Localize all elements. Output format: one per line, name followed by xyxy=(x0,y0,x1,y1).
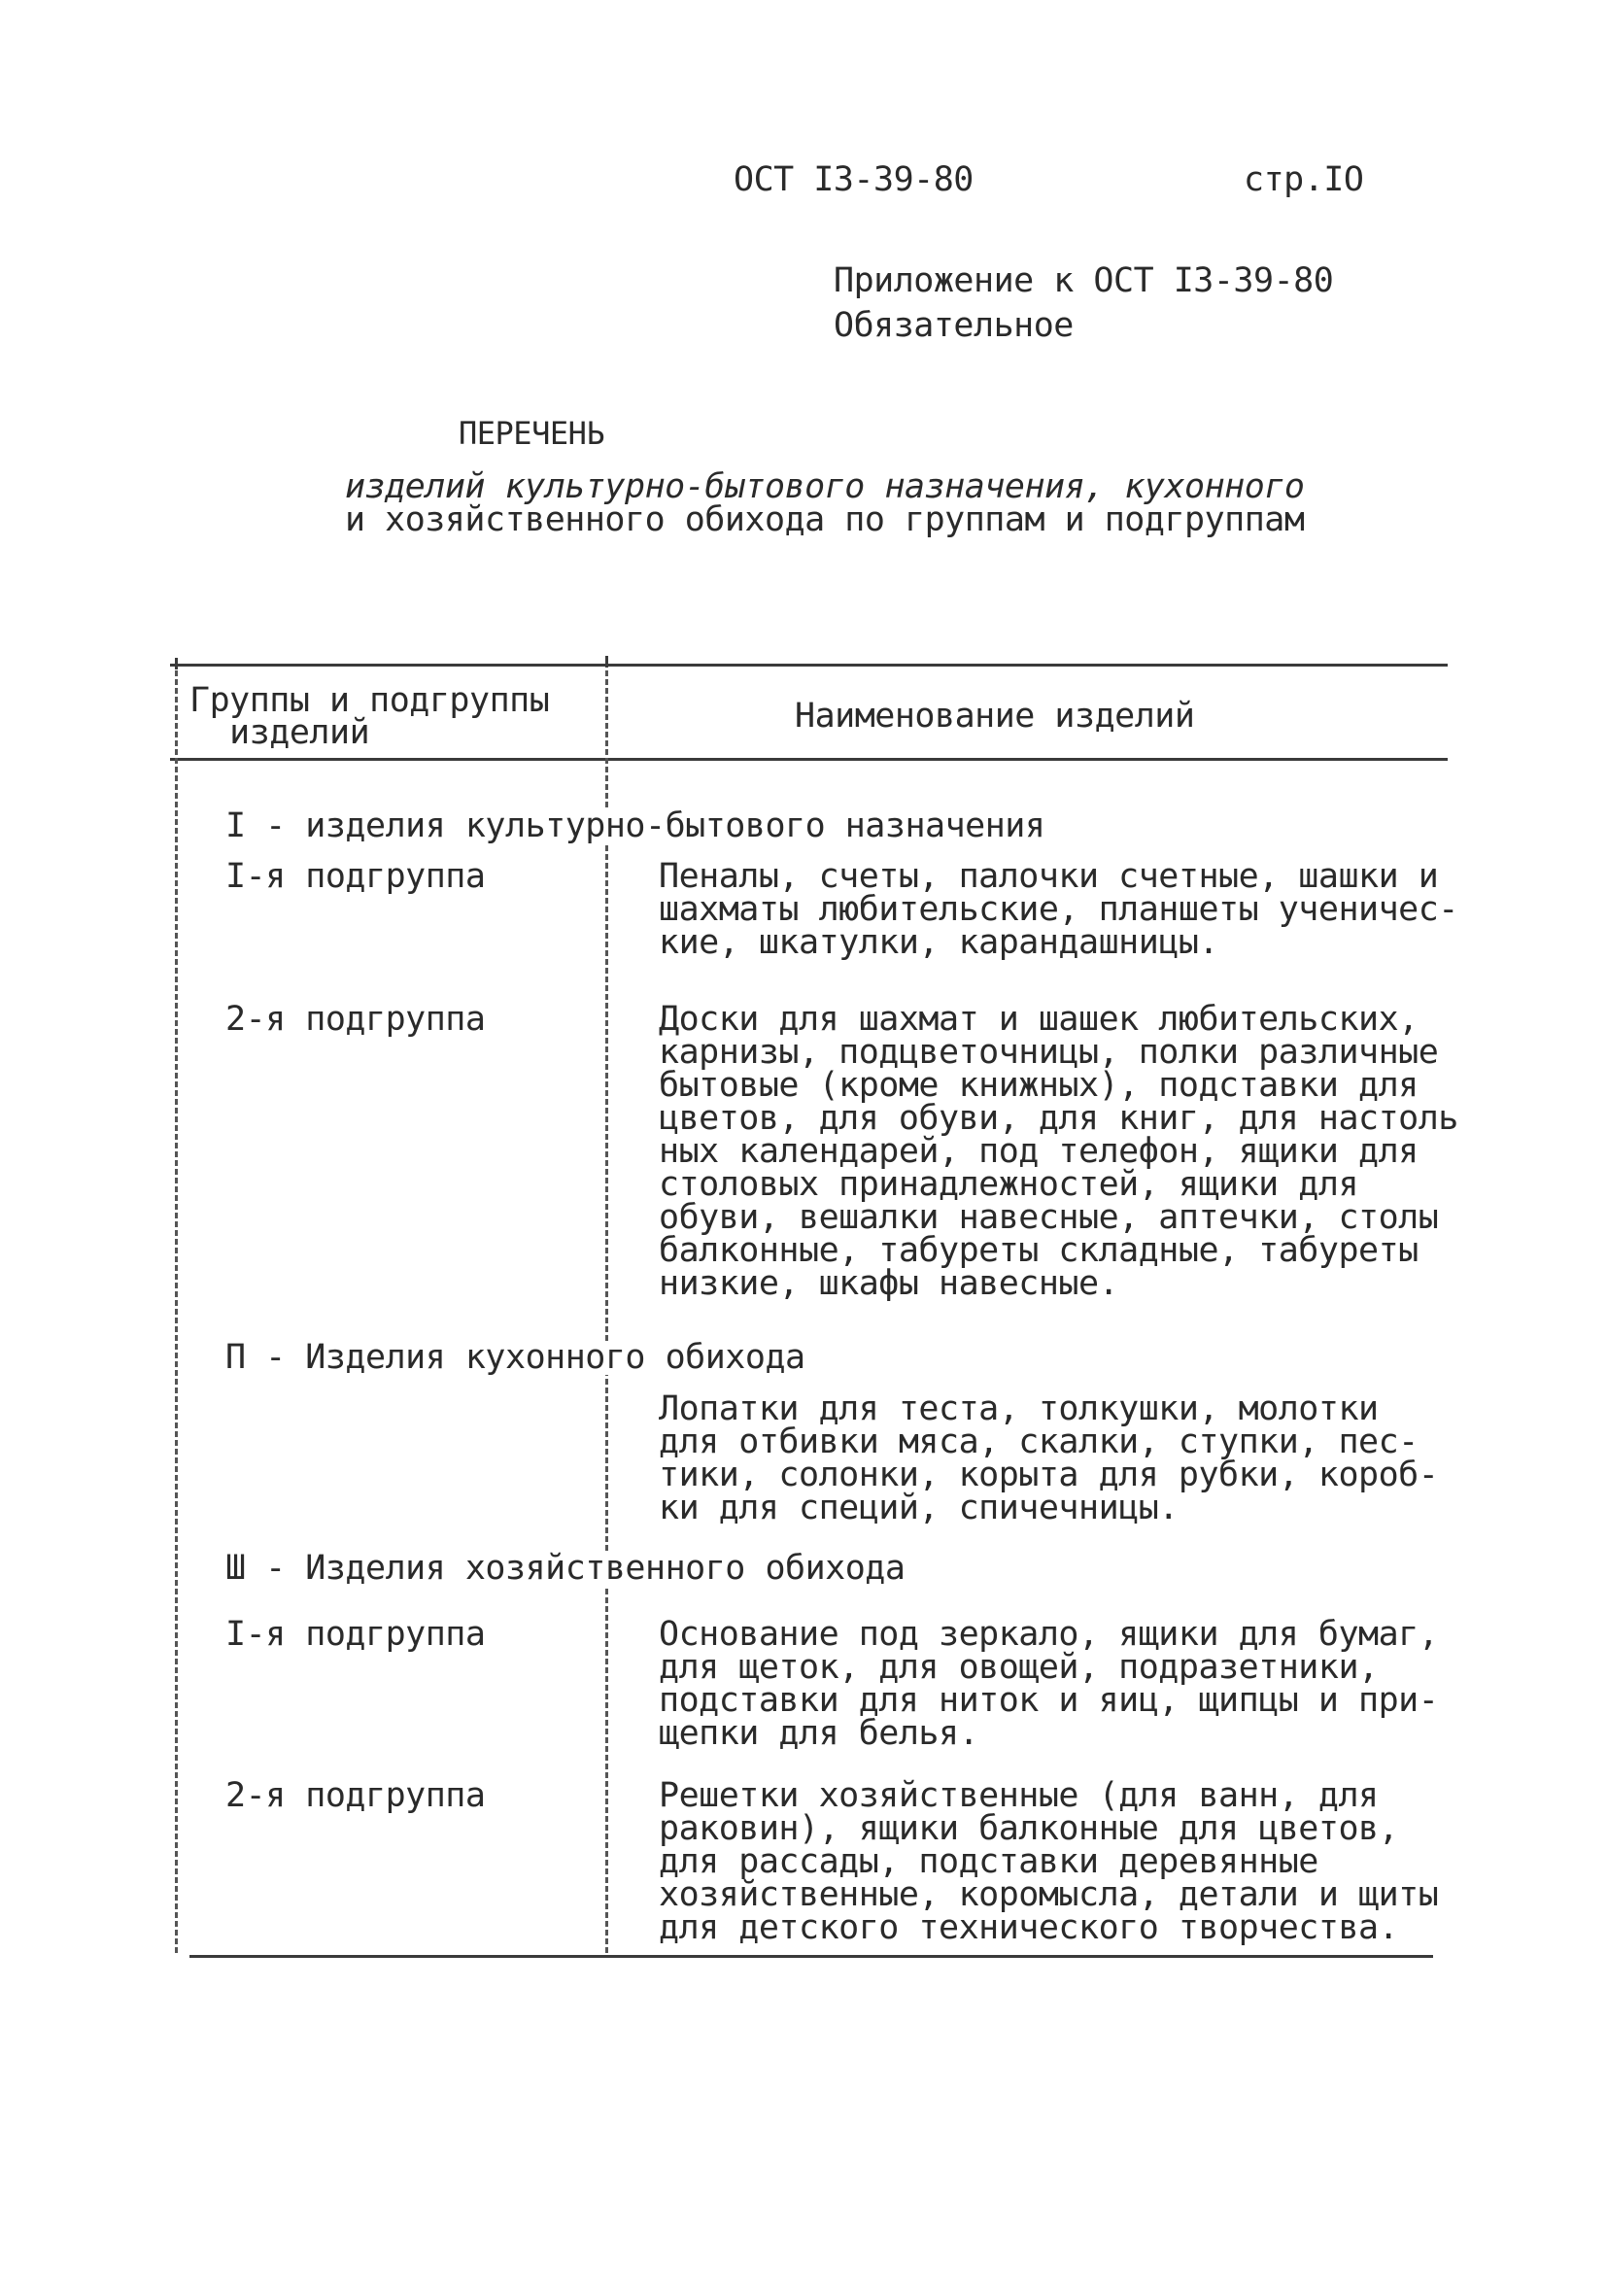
column-header-groups: Группы и подгруппы изделий xyxy=(189,681,550,752)
table-top-tick-mid xyxy=(605,656,608,668)
subgroup-label: I-я подгруппа xyxy=(225,857,486,896)
column-header-names: Наименование изделий xyxy=(795,697,1195,736)
list-title-line-2: и хозяйственного обихода по группам и подгруппам xyxy=(345,500,1305,539)
items-description: Решетки хозяйственные (для ванн, для раковин), ящики балконные для цветов, для рассады, подставки деревянные хозяйственные, коромысла, детали и щиты для детского технического творчества. xyxy=(659,1776,1439,1947)
table-top-rule xyxy=(170,664,1448,667)
section-title: П - Изделия кухонного обихода xyxy=(225,1341,809,1375)
appendix-status: Обязательное xyxy=(834,306,1074,345)
items-description: Основание под зеркало, ящики для бумаг, для щеток, для овощей, подразетники, подставки для ниток и яиц, щипцы и при- щепки для белья. xyxy=(659,1615,1439,1753)
section-title: Ш - Изделия хозяйственного обихода xyxy=(225,1552,908,1586)
list-heading: ПЕРЕЧЕНЬ xyxy=(459,415,605,452)
subgroup-label: 2-я подгруппа xyxy=(225,1000,486,1039)
subgroup-label: 2-я подгруппа xyxy=(225,1776,486,1815)
items-description: Пеналы, счеты, палочки счетные, шашки и шахматы любительские, планшеты ученичес- кие, шкатулки, карандашницы. xyxy=(659,857,1458,962)
subgroup-label: I-я подгруппа xyxy=(225,1615,486,1654)
table-left-border xyxy=(175,670,178,1953)
items-description: Доски для шахмат и шашек любительских, карнизы, подцветочницы, полки различные бытовые (кроме книжных), подставки для цветов, для обуви, для книг, для настоль ных календарей, под телефон, ящики для столовых принадлежностей, ящики для обуви, вешалки навесные, аптечки, столы балконные, табуреты складные, табуреты низкие, шкафы навесные. xyxy=(659,1000,1458,1303)
items-description: Лопатки для теста, толкушки, молотки для отбивки мяса, скалки, ступки, пес- тики, солонки, корыта для рубки, короб- ки для специй, спичечницы. xyxy=(659,1389,1439,1527)
section-title: I - изделия культурно-бытового назначения xyxy=(225,809,1048,843)
table-bottom-rule xyxy=(189,1955,1433,1958)
appendix-reference: Приложение к ОСТ I3-39-80 xyxy=(834,261,1334,300)
table-top-tick-left xyxy=(175,658,178,669)
page-number: стр.IO xyxy=(1244,160,1364,199)
table-header-rule xyxy=(170,758,1448,761)
list-title-line-1: изделий культурно-бытового назначения, кухонного xyxy=(345,467,1305,506)
table-column-divider xyxy=(605,670,608,1953)
document-code: ОСТ I3-39-80 xyxy=(734,160,974,199)
